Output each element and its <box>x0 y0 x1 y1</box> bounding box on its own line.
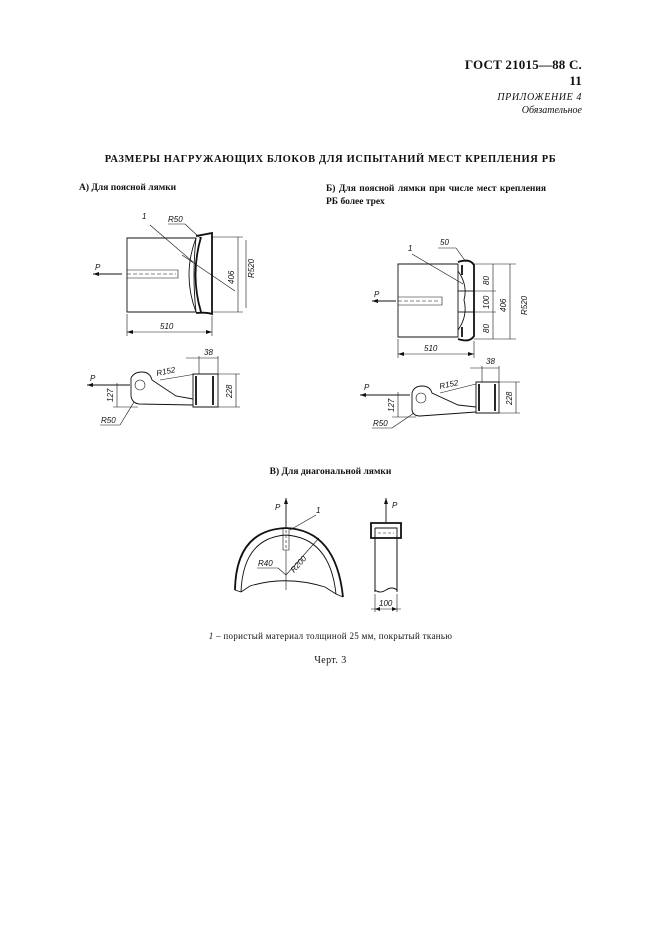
v-callout-1: 1 <box>316 506 321 515</box>
b-width-38: 38 <box>486 357 495 366</box>
a-force-label: P <box>95 263 101 272</box>
b-callout-1: 1 <box>408 244 413 253</box>
b-width-510: 510 <box>424 344 438 353</box>
figure-b-side-view <box>360 357 520 428</box>
figure-v-section <box>371 498 401 612</box>
a-width-38: 38 <box>204 348 213 357</box>
a-height-406: 406 <box>227 270 236 284</box>
figure-v-front-view <box>235 498 343 597</box>
v-r200: R200 <box>288 554 309 575</box>
caption-v: В) Для диагональной лямки <box>269 467 392 477</box>
appendix-label: ПРИЛОЖЕНИЕ 4 <box>497 92 582 103</box>
v-force-label: P <box>275 503 281 512</box>
a-height-127: 127 <box>106 388 115 402</box>
b-r50-side: R50 <box>373 419 388 428</box>
b-r152: R152 <box>438 378 460 391</box>
v-width-100: 100 <box>379 599 393 608</box>
legend-marker: 1 <box>208 631 214 641</box>
caption-b: Б) Для поясной лямки при числе мест крепления РБ более трех <box>326 184 546 207</box>
a-r152: R152 <box>155 365 177 378</box>
document-reference: ГОСТ 21015—88 С. 11 <box>464 57 582 88</box>
caption-a: А) Для поясной лямки <box>79 183 177 193</box>
a-r50-top: R50 <box>168 215 183 224</box>
a-callout-1: 1 <box>142 212 147 221</box>
figure-a-top-view <box>93 212 256 336</box>
b-side-force: P <box>364 383 370 392</box>
b-dim-80-bottom: 80 <box>482 324 491 333</box>
drawing-number: Черт. 3 <box>314 655 347 666</box>
b-r520: R520 <box>520 295 529 315</box>
b-dim-80-top: 80 <box>482 276 491 285</box>
figure-a-side-view <box>87 348 240 425</box>
legend-note <box>0 631 661 641</box>
figure-b-top-view <box>372 238 529 358</box>
b-height-406: 406 <box>499 298 508 312</box>
b-height-228: 228 <box>505 391 514 405</box>
v-r40: R40 <box>258 559 273 568</box>
a-width-510: 510 <box>160 322 174 331</box>
a-r50-side: R50 <box>101 416 116 425</box>
b-force-label: P <box>374 290 380 299</box>
page-title: РАЗМЕРЫ НАГРУЖАЮЩИХ БЛОКОВ ДЛЯ ИСПЫТАНИЙ МЕСТ КРЕПЛЕНИЯ РБ <box>104 154 557 165</box>
a-r520: R520 <box>247 258 256 278</box>
a-height-228: 228 <box>225 384 234 398</box>
a-side-force: P <box>90 374 96 383</box>
b-r50-top: 50 <box>440 238 449 247</box>
v-section-force: P <box>392 501 398 510</box>
legend-text: – пористый материал толщиной 25 мм, покрытый тканью <box>213 631 453 641</box>
b-dim-100: 100 <box>482 295 491 309</box>
appendix-status: Обязательное <box>521 105 582 116</box>
b-height-127: 127 <box>387 398 396 412</box>
